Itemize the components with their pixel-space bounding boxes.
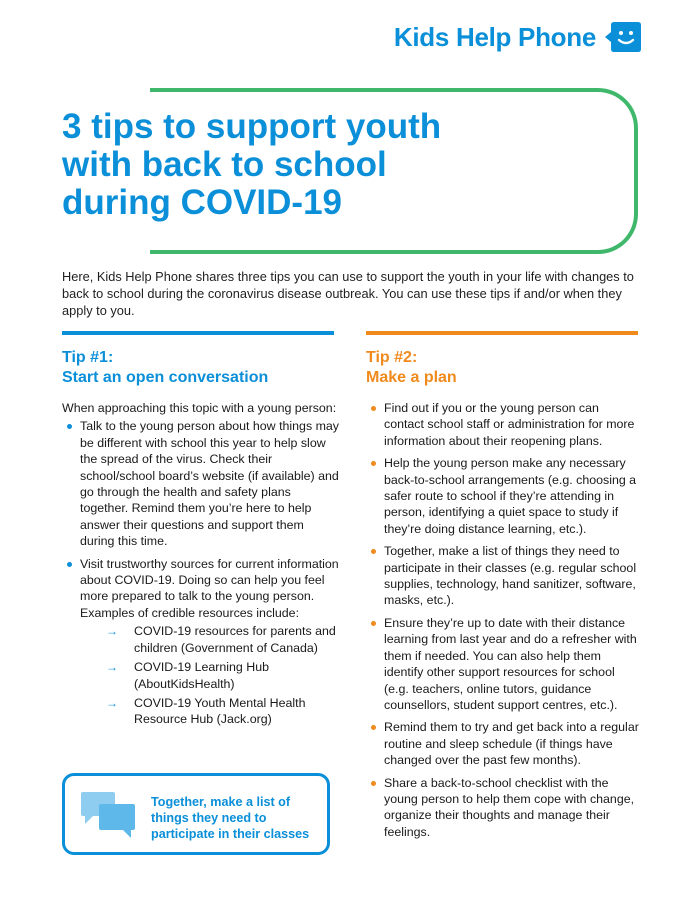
resource-item — [106, 659, 340, 692]
bullet-text: Talk to the young person about how things may be different with school this year to help slow the spread of the virus. Check their school/school board’s website (if available) and go through the health and safety plans together. Remind them you’re here to help answer their questions and support them during this time. — [80, 419, 339, 549]
arrow-right-icon: → — [106, 695, 118, 710]
list-item — [62, 418, 340, 549]
bullet-dot-icon — [371, 461, 376, 466]
brand-header — [394, 20, 642, 54]
resource-item — [106, 623, 340, 656]
tip1-column — [62, 400, 340, 734]
speech-bubbles-icon — [79, 790, 139, 842]
bullet-text: Ensure they’re up to date with their distance learning from last year and do a refresher with them if needed. You can also help them identify other support resources for school (e.g. teachers, online tutors, guidance counsellors, student support centres, etc.). — [384, 615, 637, 712]
list-item — [366, 400, 642, 449]
bullet-text: Find out if you or the young person can contact school staff or administration for more information about their reopening plans. — [384, 401, 635, 448]
resource-text: COVID-19 Learning Hub (AboutKidsHealth) — [134, 660, 269, 691]
bullet-text: Share a back-to-school checklist with the young person to help them cope with change, organize their thoughts and manage their feelings. — [384, 775, 635, 839]
title-line-2: with back to school — [62, 145, 387, 184]
bullet-text: Together, make a list of things they need to participate in their classes (e.g. regular school supplies, technology, hand sanitizer, software, masks, etc.). — [384, 544, 637, 608]
title-line-1: 3 tips to support youth — [62, 107, 442, 146]
tip1-title: Start an open conversation — [62, 369, 269, 386]
bullet-dot-icon — [371, 725, 376, 730]
intro-paragraph: Here, Kids Help Phone shares three tips you can use to support the youth in your life with changes to back to school during the coronavirus disease outbreak. You can use these tips if and/or when they apply to you. — [62, 269, 634, 318]
bullet-dot-icon — [67, 562, 72, 567]
tip2-bullet-list — [366, 400, 642, 840]
title-line-3: during COVID-19 — [62, 183, 343, 222]
bullet-dot-icon — [371, 621, 376, 626]
resource-item — [106, 695, 340, 728]
list-item — [62, 556, 340, 728]
tip2-title: Make a plan — [366, 369, 457, 386]
tip1-divider — [62, 331, 334, 335]
bullet-dot-icon — [371, 781, 376, 786]
tip2-number: Tip #2: — [366, 349, 418, 366]
bullet-text: Remind them to try and get back into a regular routine and sleep schedule (if things have changed over the past few months). — [384, 720, 639, 768]
tip1-number: Tip #1: — [62, 349, 114, 366]
bullet-text: Visit trustworthy sources for current information about COVID-19. Doing so can help you feel more prepared to talk to the young person. Examples of credible resources include: — [80, 556, 339, 620]
tip2-column — [366, 400, 642, 846]
callout-box — [62, 773, 330, 855]
tip1-lead: When approaching this topic with a young person: — [62, 401, 337, 415]
bullet-dot-icon — [67, 424, 72, 429]
tip2-divider — [366, 331, 638, 335]
list-item — [366, 543, 642, 609]
arrow-right-icon: → — [106, 660, 118, 675]
brand-name: Kids Help Phone — [393, 21, 596, 52]
tip2-heading — [366, 348, 457, 388]
resource-text: COVID-19 Youth Mental Health Resource Hub (Jack.org) — [134, 695, 306, 727]
tip1-bullet-list — [62, 418, 340, 727]
bullet-text: Help the young person make any necessary back-to-school arrangements (e.g. choosing a safer route to school if they’re attending in person, identifying a quiet space to study if they’re doing distance learning, etc.). — [384, 456, 637, 536]
tip1-heading — [62, 348, 268, 388]
resource-text: COVID-19 resources for parents and children (Government of Canada) — [134, 624, 336, 655]
list-item — [366, 455, 642, 537]
list-item — [366, 775, 642, 841]
bullet-dot-icon — [371, 406, 376, 411]
page-title — [62, 108, 441, 222]
kids-help-phone-logo-icon — [604, 20, 642, 54]
list-item — [366, 615, 642, 713]
callout-text: Together, make a list of things they need to participate in their classes — [151, 795, 310, 841]
arrow-right-icon: → — [106, 624, 118, 639]
resource-list — [80, 623, 340, 727]
list-item — [366, 719, 642, 768]
bullet-dot-icon — [371, 549, 376, 554]
